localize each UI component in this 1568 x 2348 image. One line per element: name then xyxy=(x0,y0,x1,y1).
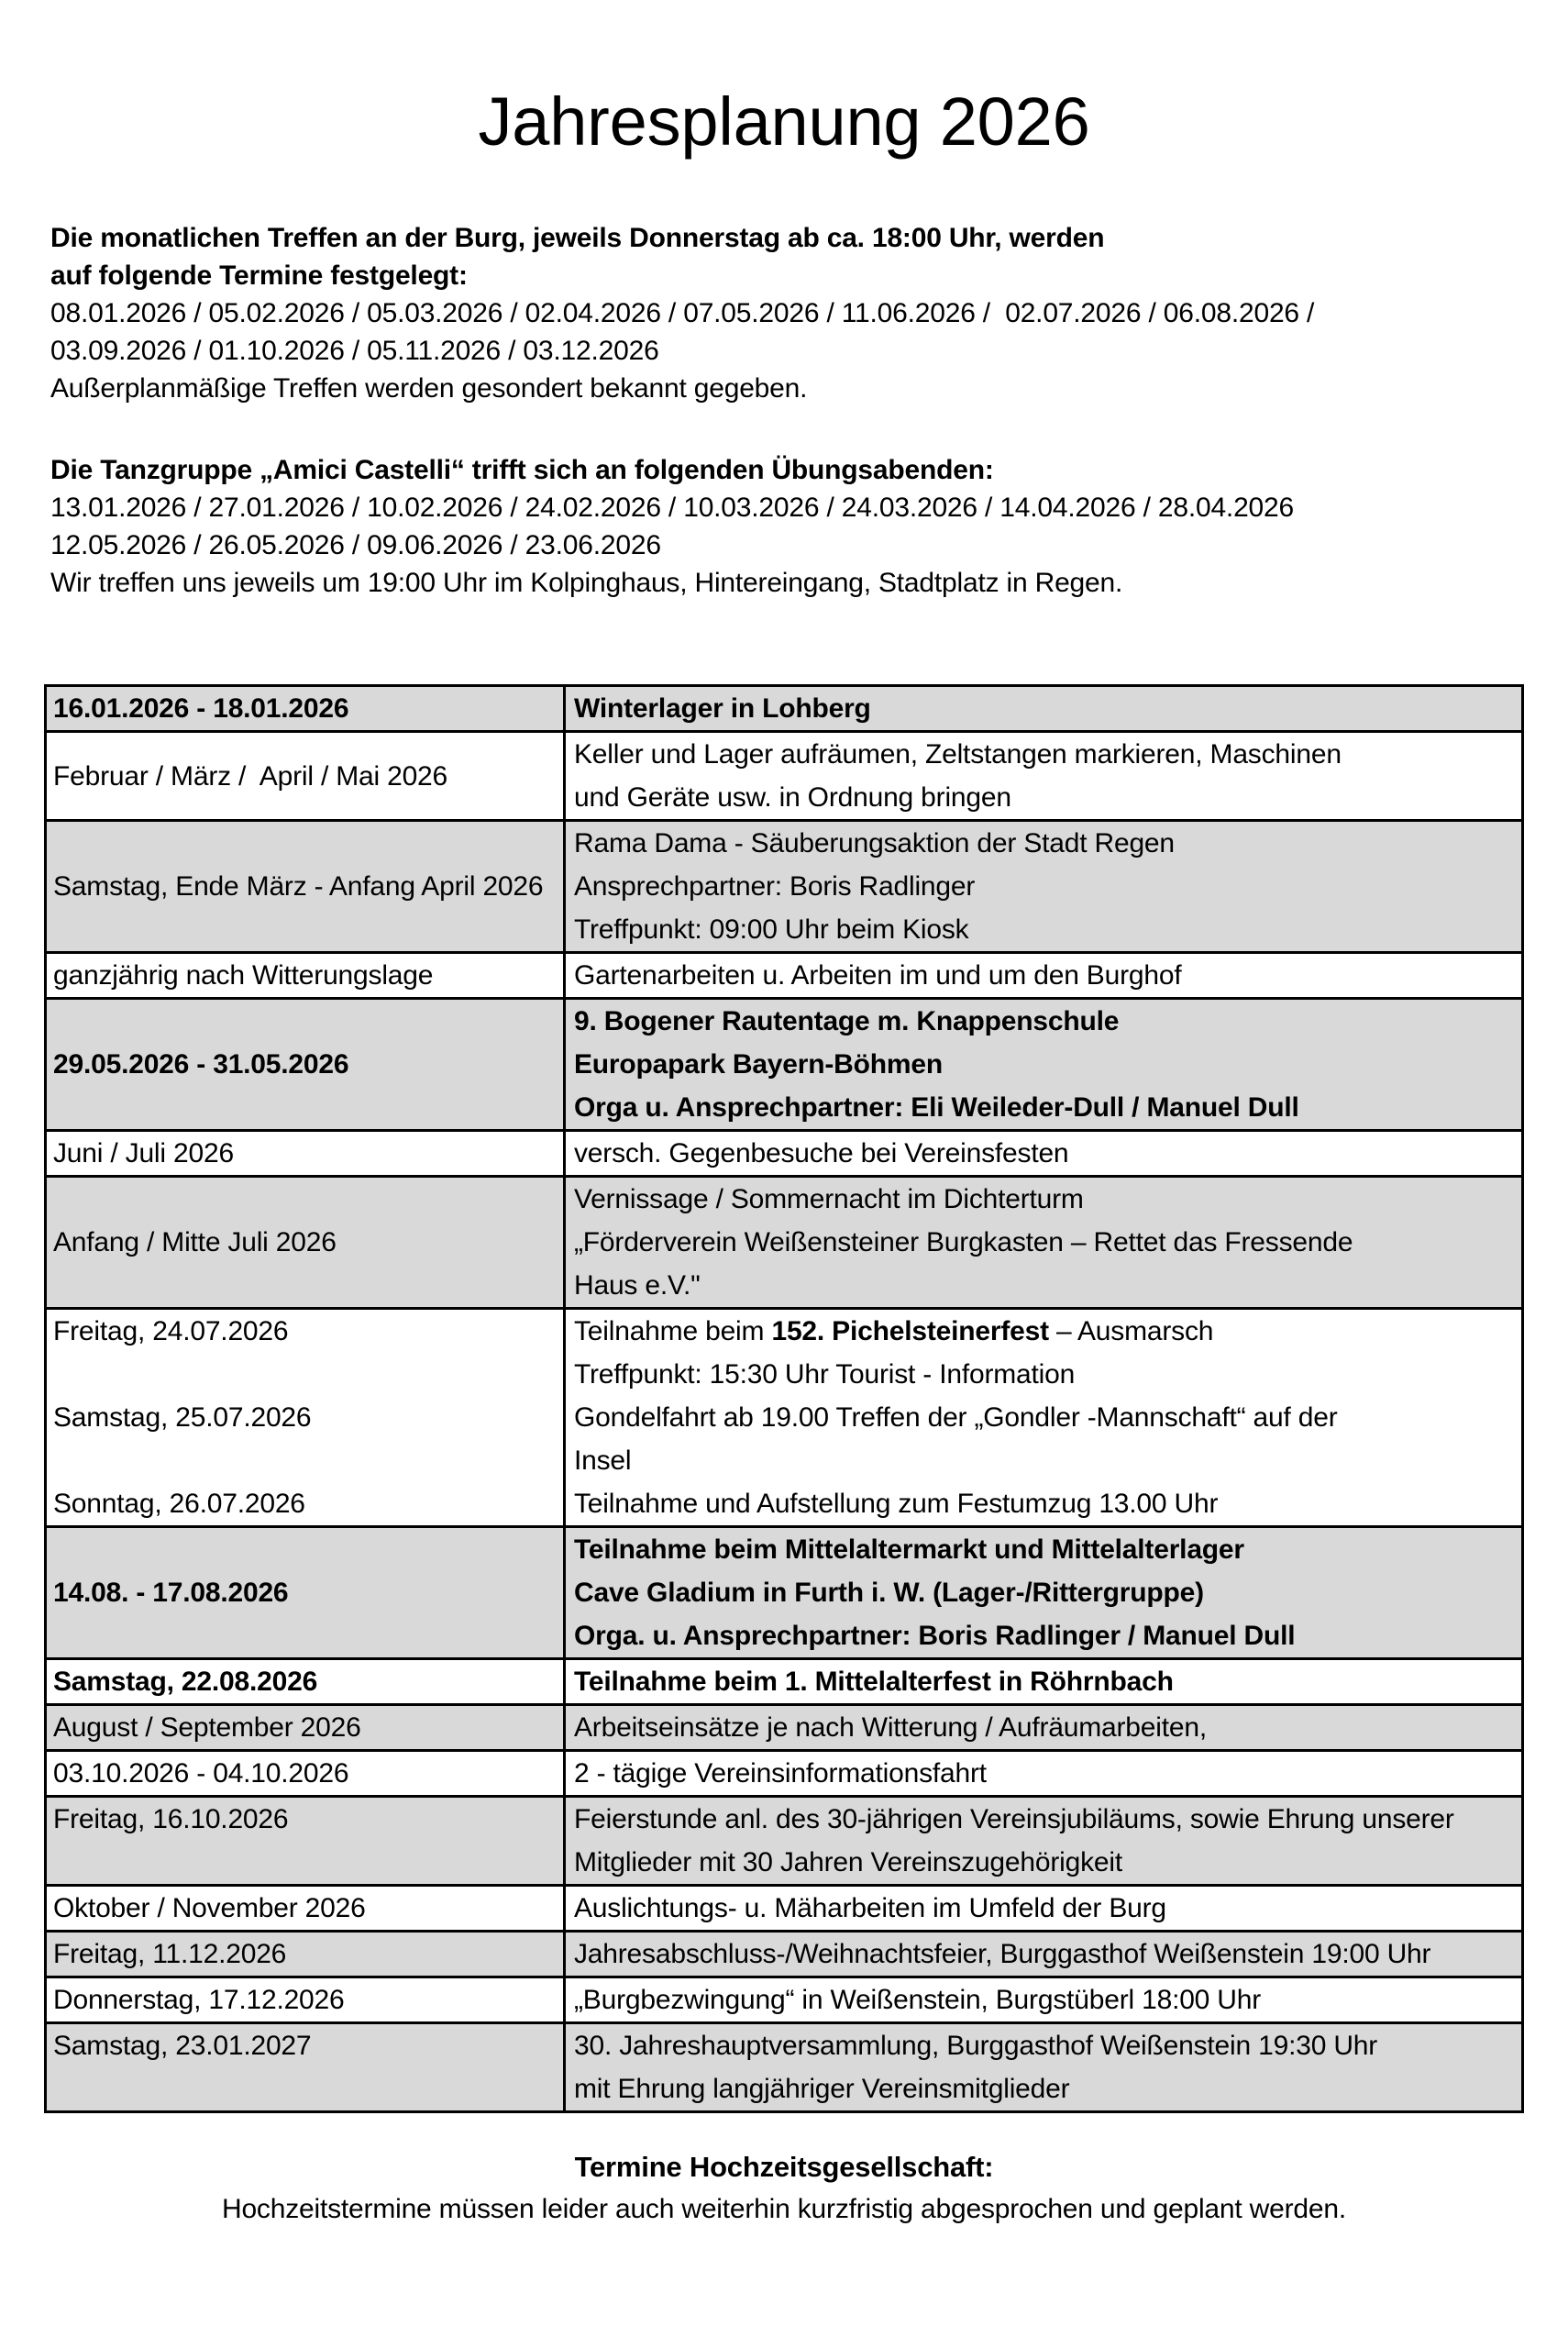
event-cell xyxy=(566,822,1521,951)
table-row xyxy=(47,1884,1521,1930)
text-line: 16.01.2026 - 18.01.2026 xyxy=(53,693,349,725)
text-line: 29.05.2026 - 31.05.2026 xyxy=(53,1049,349,1080)
text-line: Februar / März / April / Mai 2026 xyxy=(53,760,448,792)
date-cell xyxy=(47,687,566,730)
table-row xyxy=(47,1307,1521,1525)
event-cell xyxy=(566,2024,1521,2110)
text-line: Orga. u. Ansprechpartner: Boris Radlinger / Manuel Dull xyxy=(574,1621,1296,1652)
schedule-table xyxy=(44,684,1524,2113)
text-line: 13.01.2026 / 27.01.2026 / 10.02.2026 / 24.02.2026 / 10.03.2026 / 24.03.2026 / 14.04.2026 / 28.04.2026 xyxy=(50,493,1295,524)
text-segment-bold: 152. Pichelsteinerfest xyxy=(771,1316,1049,1347)
text-line: „Förderverein Weißensteiner Burgkasten – Rettet das Fressende xyxy=(574,1227,1353,1258)
text-line: Samstag, Ende März - Anfang April 2026 xyxy=(53,871,544,903)
event-cell xyxy=(566,733,1521,819)
event-cell xyxy=(566,1000,1521,1129)
text-line: 30. Jahreshauptversammlung, Burggasthof Weißenstein 19:30 Uhr xyxy=(574,2031,1378,2062)
text-line: Feierstunde anl. des 30-jährigen Vereinsjubiläums, sowie Ehrung unserer xyxy=(574,1804,1454,1835)
date-cell xyxy=(47,1178,566,1307)
text-line: auf folgende Termine festgelegt: xyxy=(50,260,468,292)
date-cell xyxy=(47,1933,566,1976)
text-line: Freitag, 11.12.2026 xyxy=(53,1939,287,1970)
text-line: Die monatlichen Treffen an der Burg, jeweils Donnerstag ab ca. 18:00 Uhr, werden xyxy=(50,223,1105,254)
text-line: Gartenarbeiten u. Arbeiten im und um den Burghof xyxy=(574,960,1182,991)
text-segment: Teilnahme beim xyxy=(574,1316,772,1347)
text-line: Gondelfahrt ab 19.00 Treffen der „Gondler -Mannschaft“ auf der xyxy=(574,1402,1338,1434)
text-line: 2 - tägige Vereinsinformationsfahrt xyxy=(574,1758,987,1789)
text-line: Die Tanzgruppe „Amici Castelli“ trifft sich an folgenden Übungsabenden: xyxy=(50,455,994,486)
footer-heading: Termine Hochzeitsgesellschaft: xyxy=(574,2151,994,2184)
text-line: Treffpunkt: 15:30 Uhr Tourist - Information xyxy=(574,1359,1076,1390)
text-line: ganzjährig nach Witterungslage xyxy=(53,960,434,991)
text-line: Orga u. Ansprechpartner: Eli Weileder-Dull / Manuel Dull xyxy=(574,1092,1299,1124)
text-line: 12.05.2026 / 26.05.2026 / 09.06.2026 / 23.06.2026 xyxy=(50,530,661,561)
text-line: Mitglieder mit 30 Jahren Vereinszugehörigkeit xyxy=(574,1847,1122,1878)
wedding-dates-footer xyxy=(0,2146,1568,2231)
text-line: Teilnahme beim 1. Mittelalterfest in Röhrnbach xyxy=(574,1667,1174,1698)
text-line: August / September 2026 xyxy=(53,1712,361,1744)
text-line xyxy=(53,1439,559,1482)
table-row xyxy=(47,1749,1521,1795)
date-cell xyxy=(47,1978,566,2021)
text-line: Rama Dama - Säuberungsaktion der Stadt Regen xyxy=(574,828,1175,859)
table-row xyxy=(47,1657,1521,1703)
text-line: Juni / Juli 2026 xyxy=(53,1138,234,1169)
text-line: Samstag, 25.07.2026 xyxy=(53,1402,312,1434)
date-cell xyxy=(47,2024,566,2110)
text-line: Donnerstag, 17.12.2026 xyxy=(53,1985,345,2016)
text-line: 9. Bogener Rautentage m. Knappenschule xyxy=(574,1006,1120,1037)
text-line: Ansprechpartner: Boris Radlinger xyxy=(574,871,976,903)
event-cell xyxy=(566,1887,1521,1930)
dance-group-paragraph xyxy=(50,451,1458,602)
event-cell xyxy=(566,687,1521,730)
text-line: Arbeitseinsätze je nach Witterung / Aufräumarbeiten, xyxy=(574,1712,1207,1744)
date-cell xyxy=(47,954,566,997)
table-row xyxy=(47,1129,1521,1175)
table-row xyxy=(47,1976,1521,2021)
page-title: Jahresplanung 2026 xyxy=(478,83,1090,160)
date-cell xyxy=(47,1706,566,1749)
event-cell xyxy=(566,1933,1521,1976)
table-row xyxy=(47,1930,1521,1976)
footer-text: Hochzeitstermine müssen leider auch weiterhin kurzfristig abgesprochen und geplant werden. xyxy=(221,2194,1346,2225)
text-line: Cave Gladium in Furth i. W. (Lager-/Rittergruppe) xyxy=(574,1578,1204,1609)
text-line: „Burgbezwingung“ in Weißenstein, Burgstüberl 18:00 Uhr xyxy=(574,1985,1262,2016)
event-cell xyxy=(566,1798,1521,1884)
event-cell xyxy=(566,1752,1521,1795)
date-cell xyxy=(47,1660,566,1703)
text-line: Teilnahme und Aufstellung zum Festumzug 13.00 Uhr xyxy=(574,1489,1219,1520)
table-row xyxy=(47,951,1521,997)
text-line: Treffpunkt: 09:00 Uhr beim Kiosk xyxy=(574,914,969,946)
text-line: Sonntag, 26.07.2026 xyxy=(53,1489,305,1520)
text-line: Winterlager in Lohberg xyxy=(574,693,871,725)
date-cell xyxy=(47,1310,566,1525)
date-cell xyxy=(47,1528,566,1657)
table-row xyxy=(47,819,1521,951)
table-row xyxy=(47,2021,1521,2110)
text-line: 08.01.2026 / 05.02.2026 / 05.03.2026 / 02.04.2026 / 07.05.2026 / 11.06.2026 / 02.07.2026 / 06.08.2026 / xyxy=(50,298,1315,329)
date-cell xyxy=(47,1132,566,1175)
text-line: 14.08. - 17.08.2026 xyxy=(53,1578,289,1609)
text-line xyxy=(574,1310,1516,1353)
text-line: Auslichtungs- u. Mäharbeiten im Umfeld der Burg xyxy=(574,1893,1166,1924)
text-line: Europapark Bayern-Böhmen xyxy=(574,1049,943,1080)
text-line: Außerplanmäßige Treffen werden gesondert bekannt gegeben. xyxy=(50,373,808,404)
text-line: 03.10.2026 - 04.10.2026 xyxy=(53,1758,349,1789)
date-cell xyxy=(47,1798,566,1884)
date-cell xyxy=(47,1887,566,1930)
text-line: und Geräte usw. in Ordnung bringen xyxy=(574,782,1011,814)
date-cell xyxy=(47,1752,566,1795)
text-line: Freitag, 16.10.2026 xyxy=(53,1804,289,1835)
text-line: Wir treffen uns jeweils um 19:00 Uhr im Kolpinghaus, Hintereingang, Stadtplatz in Regen. xyxy=(50,568,1123,599)
text-line: Insel xyxy=(574,1445,632,1477)
date-cell xyxy=(47,733,566,819)
text-line xyxy=(53,1353,559,1396)
text-line: Haus e.V." xyxy=(574,1270,701,1301)
table-row xyxy=(47,1525,1521,1657)
event-cell xyxy=(566,1706,1521,1749)
date-cell xyxy=(47,822,566,951)
event-cell xyxy=(566,1660,1521,1703)
text-line: Vernissage / Sommernacht im Dichterturm xyxy=(574,1184,1084,1215)
text-line: Freitag, 24.07.2026 xyxy=(53,1316,289,1347)
text-line: Oktober / November 2026 xyxy=(53,1893,366,1924)
table-row xyxy=(47,1703,1521,1749)
text-line: Samstag, 23.01.2027 xyxy=(53,2031,312,2062)
table-row xyxy=(47,1795,1521,1884)
date-cell xyxy=(47,1000,566,1129)
text-line: 03.09.2026 / 01.10.2026 / 05.11.2026 / 03.12.2026 xyxy=(50,336,659,367)
text-line: Teilnahme beim Mittelaltermarkt und Mittelalterlager xyxy=(574,1534,1244,1566)
table-row xyxy=(47,730,1521,819)
table-row xyxy=(47,997,1521,1129)
text-line: Jahresabschluss-/Weihnachtsfeier, Burggasthof Weißenstein 19:00 Uhr xyxy=(574,1939,1431,1970)
text-line: Keller und Lager aufräumen, Zeltstangen markieren, Maschinen xyxy=(574,739,1342,770)
event-cell xyxy=(566,954,1521,997)
event-cell xyxy=(566,1178,1521,1307)
text-line: versch. Gegenbesuche bei Vereinsfesten xyxy=(574,1138,1069,1169)
text-line: mit Ehrung langjähriger Vereinsmitglieder xyxy=(574,2074,1070,2105)
table-row xyxy=(47,687,1521,730)
text-line: Anfang / Mitte Juli 2026 xyxy=(53,1227,337,1258)
event-cell xyxy=(566,1132,1521,1175)
text-segment: – Ausmarsch xyxy=(1048,1316,1214,1347)
text-line: Samstag, 22.08.2026 xyxy=(53,1667,318,1698)
table-row xyxy=(47,1175,1521,1307)
event-cell xyxy=(566,1310,1521,1525)
event-cell xyxy=(566,1528,1521,1657)
monthly-meetings-paragraph xyxy=(50,219,1458,407)
event-cell xyxy=(566,1978,1521,2021)
